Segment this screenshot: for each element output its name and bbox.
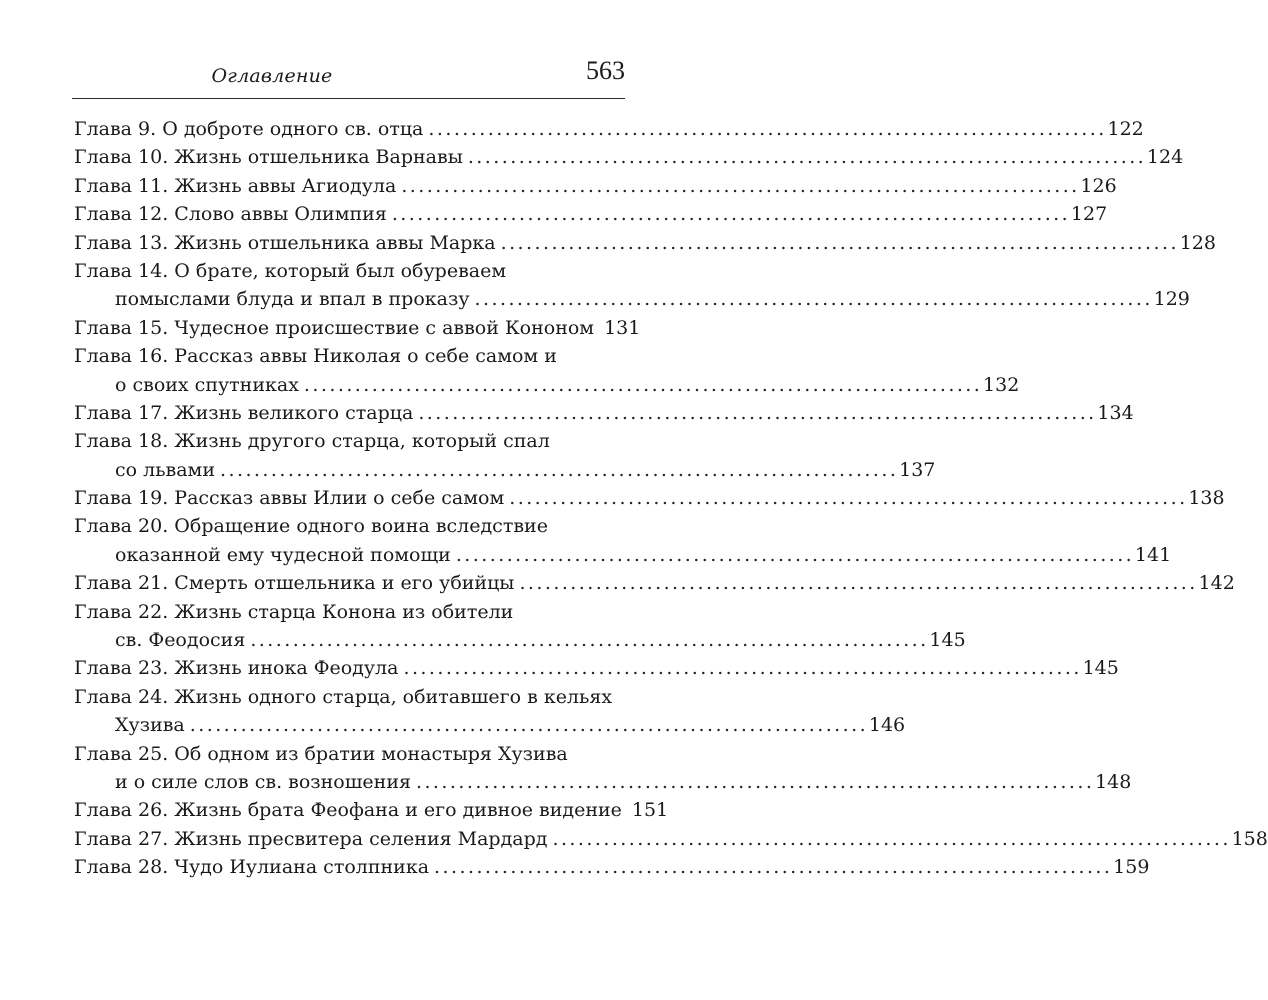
- toc-entry: [74, 115, 1144, 143]
- toc-entry-page: 129: [1153, 288, 1190, 311]
- toc-entry-title: Глава 13. Жизнь отшельника аввы Марка: [74, 231, 496, 254]
- dot-leader: [250, 626, 924, 654]
- toc-entry-title: со львами: [115, 458, 216, 481]
- toc-entry: [74, 427, 622, 455]
- toc-entry-title: помыслами блуда и впал в проказу: [115, 288, 470, 311]
- toc-entry-title: Глава 14. О брате, который был обуреваем: [74, 259, 507, 282]
- toc-entry-title: Глава 15. Чудесное происшествие с аввой Кононом: [74, 316, 595, 339]
- toc-entry-title: Глава 17. Жизнь великого старца: [74, 401, 414, 424]
- dot-leader: [416, 768, 1090, 796]
- toc-entry-continuation: [74, 371, 1020, 399]
- dot-leader: [220, 456, 894, 484]
- toc-entry-page: 158: [1231, 827, 1268, 850]
- toc-entry-title: Глава 10. Жизнь отшельника Варнавы: [74, 146, 463, 169]
- dot-leader: [552, 825, 1226, 853]
- toc-entry: [74, 399, 1134, 427]
- toc-entry: [74, 484, 1225, 512]
- toc-entry-title: оказанной ему чудесной помощи: [115, 543, 451, 566]
- toc-entry-page: 145: [929, 629, 966, 652]
- toc-entry: [74, 796, 669, 824]
- toc-entry: [74, 143, 1184, 171]
- dot-leader: [304, 371, 978, 399]
- toc-entry-page: 132: [983, 373, 1020, 396]
- toc-entry-page: 137: [899, 458, 936, 481]
- dot-leader: [392, 200, 1066, 228]
- toc-entry-title: св. Феодосия: [115, 629, 246, 652]
- toc-entry-title: Глава 27. Жизнь пресвитера селения Мардард: [74, 827, 548, 850]
- toc-entry-title: Глава 12. Слово аввы Олимпия: [74, 203, 387, 226]
- toc-entry-page: 122: [1107, 118, 1144, 140]
- toc-entry-page: 127: [1070, 203, 1108, 226]
- toc-entry-page: 128: [1179, 231, 1216, 254]
- toc-entry: [74, 598, 622, 626]
- toc-entry-continuation: [74, 285, 1190, 313]
- toc-entry-continuation: [74, 626, 966, 654]
- toc-entry-title: Глава 26. Жизнь брата Феофана и его дивное видение: [74, 799, 622, 822]
- running-header: [72, 56, 625, 104]
- toc-entry-page: 126: [1080, 174, 1117, 197]
- toc-entry-page: 138: [1188, 487, 1225, 510]
- toc-entry-page: 146: [868, 714, 906, 737]
- toc-entry-title: Глава 28. Чудо Иулиана столпника: [74, 856, 430, 879]
- dot-leader: [501, 229, 1175, 257]
- toc-entry-title: Глава 11. Жизнь аввы Агиодула: [74, 174, 397, 197]
- page-number: 563: [586, 56, 625, 85]
- header-rule: [72, 98, 625, 99]
- toc-entry: [74, 853, 1150, 881]
- dot-leader: [475, 285, 1149, 313]
- dot-leader: [509, 484, 1183, 512]
- toc-entry-title: Глава 20. Обращение одного воина вследствие: [74, 515, 548, 538]
- toc-entry-title: Глава 23. Жизнь инока Феодула: [74, 657, 399, 680]
- toc-entry-title: о своих спутниках: [115, 373, 299, 396]
- toc-entry-page: 141: [1134, 543, 1172, 566]
- toc-entry: [74, 825, 1268, 853]
- toc-entry-continuation: [74, 541, 1172, 569]
- toc-entry: [74, 200, 1108, 228]
- dot-leader: [401, 172, 1075, 200]
- dot-leader: [403, 654, 1077, 682]
- toc-entry: [74, 654, 1119, 682]
- dot-leader: [456, 541, 1130, 569]
- toc-entry-page: 151: [631, 799, 669, 822]
- toc-entry: [74, 512, 622, 540]
- toc-entry: [74, 740, 622, 768]
- toc-entry-page: 142: [1198, 572, 1235, 595]
- toc-entry-title: Глава 9. О доброте одного св. отца: [74, 118, 424, 140]
- toc-entry: [74, 569, 1235, 597]
- dot-leader: [428, 115, 1102, 143]
- table-of-contents: [74, 115, 1268, 882]
- toc-entry-title: Глава 22. Жизнь старца Конона из обители: [74, 600, 514, 623]
- toc-entry-page: 148: [1095, 770, 1132, 793]
- dot-leader: [519, 569, 1193, 597]
- toc-entry-continuation: [74, 456, 936, 484]
- toc-entry: [74, 683, 622, 711]
- toc-entry: [74, 229, 1216, 257]
- toc-entry: [74, 257, 622, 285]
- toc-entry-page: 131: [604, 316, 641, 339]
- dot-leader: [434, 853, 1108, 881]
- toc-entry-page: 124: [1146, 146, 1184, 169]
- dot-leader: [190, 711, 864, 739]
- dot-leader: [468, 143, 1142, 171]
- toc-entry-title: Глава 21. Смерть отшельника и его убийцы: [74, 572, 515, 595]
- toc-entry-page: 134: [1097, 401, 1134, 424]
- toc-entry: [74, 342, 622, 370]
- toc-entry: [74, 172, 1117, 200]
- toc-entry-continuation: [74, 711, 906, 739]
- dot-leader: [418, 399, 1092, 427]
- toc-entry-title: Глава 16. Рассказ аввы Николая о себе самом и: [74, 345, 557, 368]
- toc-entry-continuation: [74, 768, 1132, 796]
- toc-entry: [74, 314, 641, 342]
- toc-entry-title: Глава 25. Об одном из братии монастыря Хузива: [74, 742, 568, 765]
- toc-entry-title: Глава 19. Рассказ аввы Илии о себе самом: [74, 487, 505, 510]
- toc-entry-page: 159: [1113, 856, 1150, 879]
- toc-entry-title: и о силе слов св. возношения: [115, 770, 411, 793]
- toc-entry-title: Глава 18. Жизнь другого старца, который спал: [74, 430, 550, 453]
- toc-entry-page: 145: [1082, 657, 1119, 680]
- toc-entry-title: Хузива: [115, 714, 185, 737]
- toc-entry-title: Глава 24. Жизнь одного старца, обитавшего в кельях: [74, 685, 613, 708]
- running-title: Оглавление: [211, 65, 333, 87]
